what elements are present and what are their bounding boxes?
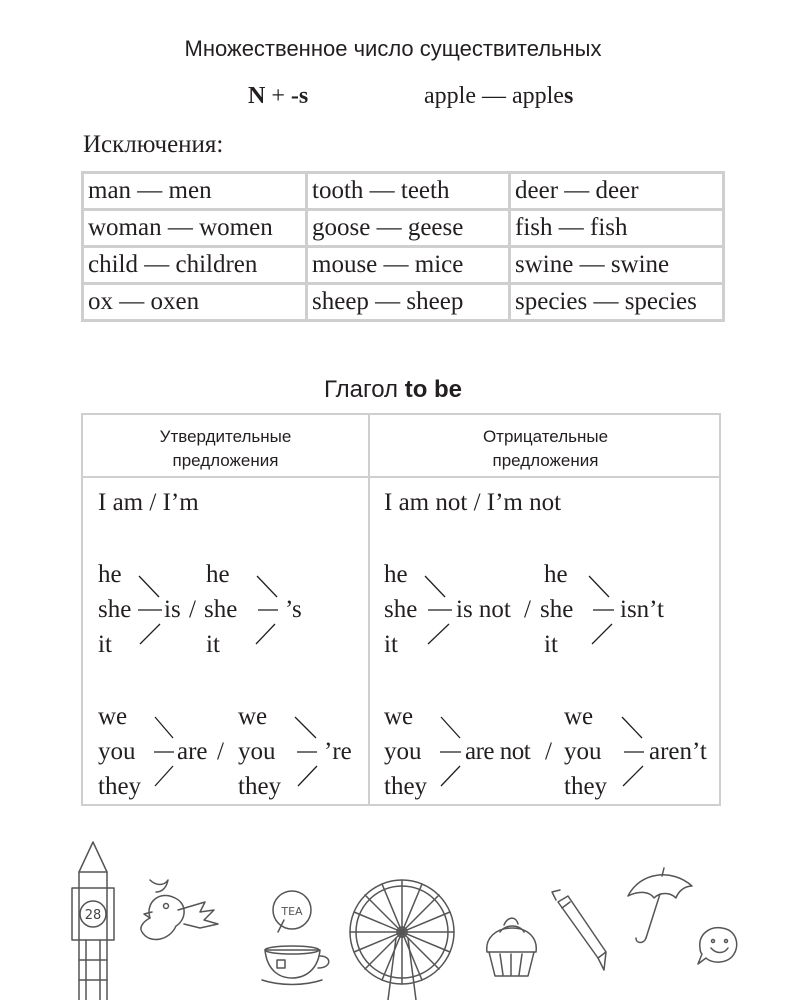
table-cell: swine — swine [511,248,722,282]
neg-arent: aren’t [649,738,707,765]
umbrella-icon [628,868,692,943]
to-be-title-prefix: Глагол [323,376,399,403]
neg-you-2: you [564,738,602,765]
to-be-title [0,376,786,404]
aff-she-2: she [204,596,238,623]
neg-we-1: we [384,703,414,730]
table-cell: fish — fish [511,211,722,245]
neg-connectors-3 [440,717,461,786]
table-row [84,285,722,319]
bird-icon [141,880,218,940]
table-cell: woman — women [84,211,305,245]
neg-sep-2: / [545,738,552,765]
table-cell: tooth — teeth [308,174,508,208]
neg-he-2: he [544,561,568,588]
table-cell: species — species [511,285,722,319]
header-affirmative-line1: Утвердительные [159,427,292,446]
table-row [84,248,722,282]
header-affirmative-line2: предложения [172,451,279,470]
aff-she-1: she [98,596,132,623]
neg-they-2: they [564,773,608,800]
neg-connectors-1 [425,576,452,644]
aff-we-1: we [98,703,128,730]
exceptions-label: Исключения: [83,131,224,158]
table-cell: child — children [84,248,305,282]
neg-are-not: are not [465,738,531,765]
plural-title: Множественное число существительных [184,36,602,61]
ferris-wheel-icon [350,880,454,1000]
aff-he-2: he [206,561,230,588]
aff-we-2: we [238,703,268,730]
rule-formula: N + -s [248,83,309,109]
table-cell: mouse — mice [308,248,508,282]
neg-he-1: he [384,561,408,588]
aff-are: are [177,738,208,765]
aff-you-1: you [98,738,136,765]
aff-connectors-4 [295,717,317,786]
aff-connectors-2 [256,576,278,644]
neg-she-2: she [540,596,574,623]
neg-it-2: it [544,631,558,658]
aff-connectors-3 [154,717,174,786]
neg-we-2: we [564,703,594,730]
neg-connectors-4 [622,717,644,786]
header-negative-line2: предложения [492,451,599,470]
neg-you-1: you [384,738,422,765]
table-row [84,174,722,208]
smiley-icon [698,928,737,964]
aff-first: I am / I’m [98,489,199,516]
neg-she-1: she [384,596,418,623]
table-cell: ox — oxen [84,285,305,319]
aff-sep-2: / [217,738,224,765]
to-be-table [81,413,721,806]
cupcake-icon [487,918,536,976]
exceptions-table [81,171,725,322]
table-cell: sheep — sheep [308,285,508,319]
aff-you-2: you [238,738,276,765]
pen-icon [552,890,606,970]
aff-is-short: ’s [285,596,302,623]
aff-he-1: he [98,561,122,588]
tea-label: TEA [281,905,303,918]
neg-connectors-2 [589,576,614,644]
to-be-title-bold: to be [404,376,463,403]
aff-sep-1: / [189,596,196,623]
neg-it-1: it [384,631,398,658]
neg-isnt: isn’t [620,596,664,623]
table-cell: deer — deer [511,174,722,208]
aff-they-1: they [98,773,142,800]
neg-they-1: they [384,773,428,800]
aff-it-1: it [98,631,112,658]
table-row [84,211,722,245]
aff-they-2: they [238,773,282,800]
header-negative-line1: Отрицательные [482,427,609,446]
neg-is-not: is not [456,596,511,623]
neg-first: I am not / I’m not [384,489,562,516]
aff-connectors-1 [138,576,162,644]
aff-are-short: ’re [324,738,352,765]
rule-example: apple — apples [424,83,574,109]
aff-is: is [164,596,181,623]
page-number: 28 [84,908,102,923]
table-cell: man — men [84,174,305,208]
connector-lines [83,415,719,804]
aff-it-2: it [206,631,220,658]
doodles-footer [0,820,786,1000]
neg-sep-1: / [524,596,531,623]
table-cell: goose — geese [308,211,508,245]
